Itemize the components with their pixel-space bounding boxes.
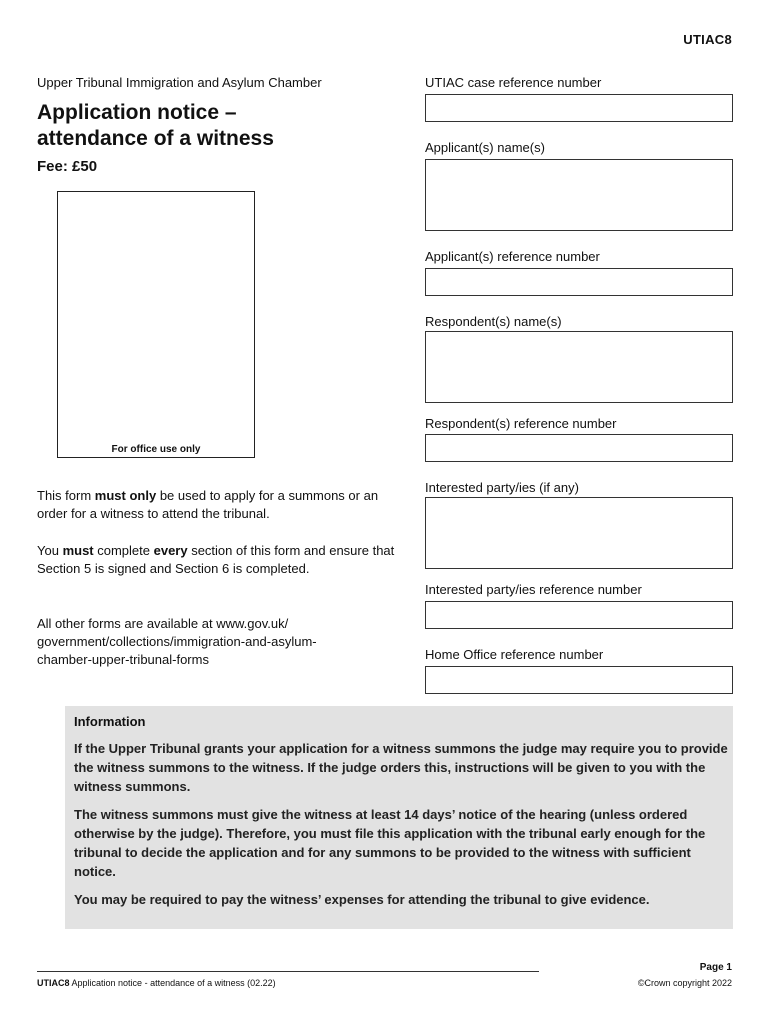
case-ref-input[interactable] <box>425 94 733 122</box>
office-use-box <box>57 191 255 458</box>
title-line-2: attendance of a witness <box>37 127 274 150</box>
intro-paragraph-3: All other forms are available at www.gov.uk/ government/collections/immigration-and-asylum- chamber-upper-tribunal-forms <box>37 616 317 667</box>
interested-party-input[interactable] <box>425 497 733 569</box>
applicant-name-label: Applicant(s) name(s) <box>425 140 545 155</box>
chamber-name: Upper Tribunal Immigration and Asylum Chamber <box>37 75 322 90</box>
page-title <box>37 100 274 152</box>
footer-form-description: UTIAC8 Application notice - attendance of a witness (02.22) <box>37 978 276 988</box>
information-panel <box>65 706 733 929</box>
footer-divider <box>37 971 539 972</box>
home-office-ref-input[interactable] <box>425 666 733 694</box>
information-paragraph-3: You may be required to pay the witness’ expenses for attending the tribunal to give evidence. <box>74 892 650 907</box>
copyright: ©Crown copyright 2022 <box>637 978 732 988</box>
applicant-ref-label: Applicant(s) reference number <box>425 249 600 264</box>
information-heading: Information <box>74 714 146 729</box>
respondent-ref-input[interactable] <box>425 434 733 462</box>
interested-party-ref-label: Interested party/ies reference number <box>425 582 642 597</box>
information-paragraph-2: The witness summons must give the witness at least 14 days’ notice of the hearing (unless ordered otherwise by the judge). Therefore, you must file this application with the tribunal early enough for the tribunal to decide the application and for any summons to be provided to the witness with sufficient notice. <box>74 807 706 879</box>
office-use-label: For office use only <box>111 444 201 455</box>
respondent-ref-label: Respondent(s) reference number <box>425 416 617 431</box>
fee: Fee: £50 <box>37 158 98 175</box>
information-paragraph-1: If the Upper Tribunal grants your application for a witness summons the judge may require you to provide the witness summons to the witness. If the judge orders this, instructions will be given to you with the witness summons. <box>74 741 728 794</box>
interested-party-label: Interested party/ies (if any) <box>425 480 579 495</box>
home-office-ref-label: Home Office reference number <box>425 647 604 662</box>
respondent-name-input[interactable] <box>425 331 733 403</box>
applicant-ref-input[interactable] <box>425 268 733 296</box>
title-line-1: Application notice – <box>37 101 237 124</box>
interested-party-ref-input[interactable] <box>425 601 733 629</box>
respondent-name-label: Respondent(s) name(s) <box>425 314 562 329</box>
case-ref-label: UTIAC case reference number <box>425 75 602 90</box>
page-number: Page 1 <box>699 962 732 973</box>
form-code: UTIAC8 <box>683 32 732 47</box>
intro-paragraph-2: You must complete every section of this form and ensure that Section 5 is signed and Section 6 is completed. <box>37 543 395 576</box>
intro-paragraph-1: This form must only be used to apply for a summons or an order for a witness to attend the tribunal. <box>37 488 379 521</box>
applicant-name-input[interactable] <box>425 159 733 231</box>
